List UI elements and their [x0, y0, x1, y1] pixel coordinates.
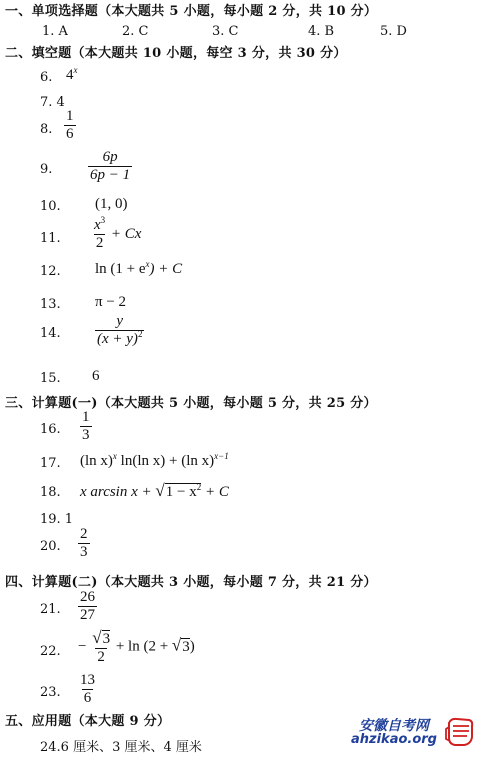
q15-label: 15.: [40, 371, 61, 386]
q23-answer: $\frac{13}{6}$: [80, 672, 95, 707]
radical-icon: √: [92, 628, 102, 647]
q14-label: 14.: [40, 326, 61, 341]
q10-label: 10.: [40, 199, 61, 214]
q11-label: 11.: [40, 231, 61, 246]
section-3-heading: 三、计算题(一)（本大题共 5 小题，每小题 5 分，共 25 分）: [5, 396, 377, 411]
q20-answer: $\frac{2}{3}$: [80, 526, 88, 561]
q13-label: 13.: [40, 297, 61, 312]
q20-label: 20.: [40, 539, 61, 554]
q11-answer: $\frac{x^3}{2}$ + Cx: [94, 215, 142, 252]
q6-answer: 4$^x$: [66, 65, 78, 83]
radical-icon: √: [155, 481, 165, 500]
radical-icon: √: [171, 635, 182, 655]
fist-logo-icon: [445, 715, 475, 747]
section-2-heading: 二、填空题（本大题共 10 小题，每空 3 分，共 30 分）: [5, 46, 347, 61]
q18-label: 18.: [40, 485, 61, 500]
q24-answer: 24.6 厘米、3 厘米、4 厘米: [40, 740, 202, 755]
q16-answer: $\frac{1}{3}$: [82, 409, 90, 444]
section-5-heading: 五、应用题（本大题 9 分）: [5, 714, 171, 729]
answer-4: 4. B: [308, 24, 335, 39]
watermark-cn: 安徽自考网: [359, 718, 429, 734]
q6-label: 6.: [40, 70, 53, 85]
q7-answer: 7. 4: [40, 95, 65, 110]
q13-answer: π − 2: [95, 294, 127, 310]
site-watermark: [351, 713, 475, 753]
q15-answer: 6: [92, 368, 100, 384]
q22-label: 22.: [40, 644, 61, 659]
q8-answer: $\frac{1}{6}$: [66, 108, 74, 143]
answer-3: 3. C: [212, 24, 239, 39]
answer-5: 5. D: [380, 24, 407, 39]
q21-answer: $\frac{26}{27}$: [80, 589, 95, 624]
q18-answer: x $\arcsin x + √1 - x^2 + C$: [80, 481, 229, 500]
answer-2: 2. C: [122, 24, 149, 39]
q10-answer: (1, 0): [95, 196, 128, 212]
q8-label: 8.: [40, 122, 53, 137]
q17-label: 17.: [40, 456, 61, 471]
q12-label: 12.: [40, 264, 61, 279]
q22-answer: − $\frac{√3}{2}$ + ln (2 + √3): [78, 628, 195, 666]
q17-answer: (ln x)$^x$ ln(ln x) + (ln x)$^{x-1}$: [80, 451, 229, 469]
q19-answer: 19. 1: [40, 512, 74, 527]
watermark-en: ahzikao.org: [351, 732, 437, 747]
q23-label: 23.: [40, 685, 61, 700]
section-4-heading: 四、计算题(二)（本大题共 3 小题，每小题 7 分，共 21 分）: [5, 575, 377, 590]
q21-label: 21.: [40, 602, 61, 617]
q9-label: 9.: [40, 162, 53, 177]
q14-answer: $\frac{y}{(x + y)^2}$: [97, 313, 143, 348]
answer-1: 1. A: [42, 24, 68, 39]
q16-label: 16.: [40, 422, 61, 437]
q9-answer: $\frac{6p}{6p - 1}$: [90, 149, 131, 184]
q12-answer: $\ln (1 + e^x) + C$: [95, 259, 183, 277]
section-1-heading: 一、单项选择题（本大题共 5 小题，每小题 2 分，共 10 分）: [5, 4, 378, 19]
